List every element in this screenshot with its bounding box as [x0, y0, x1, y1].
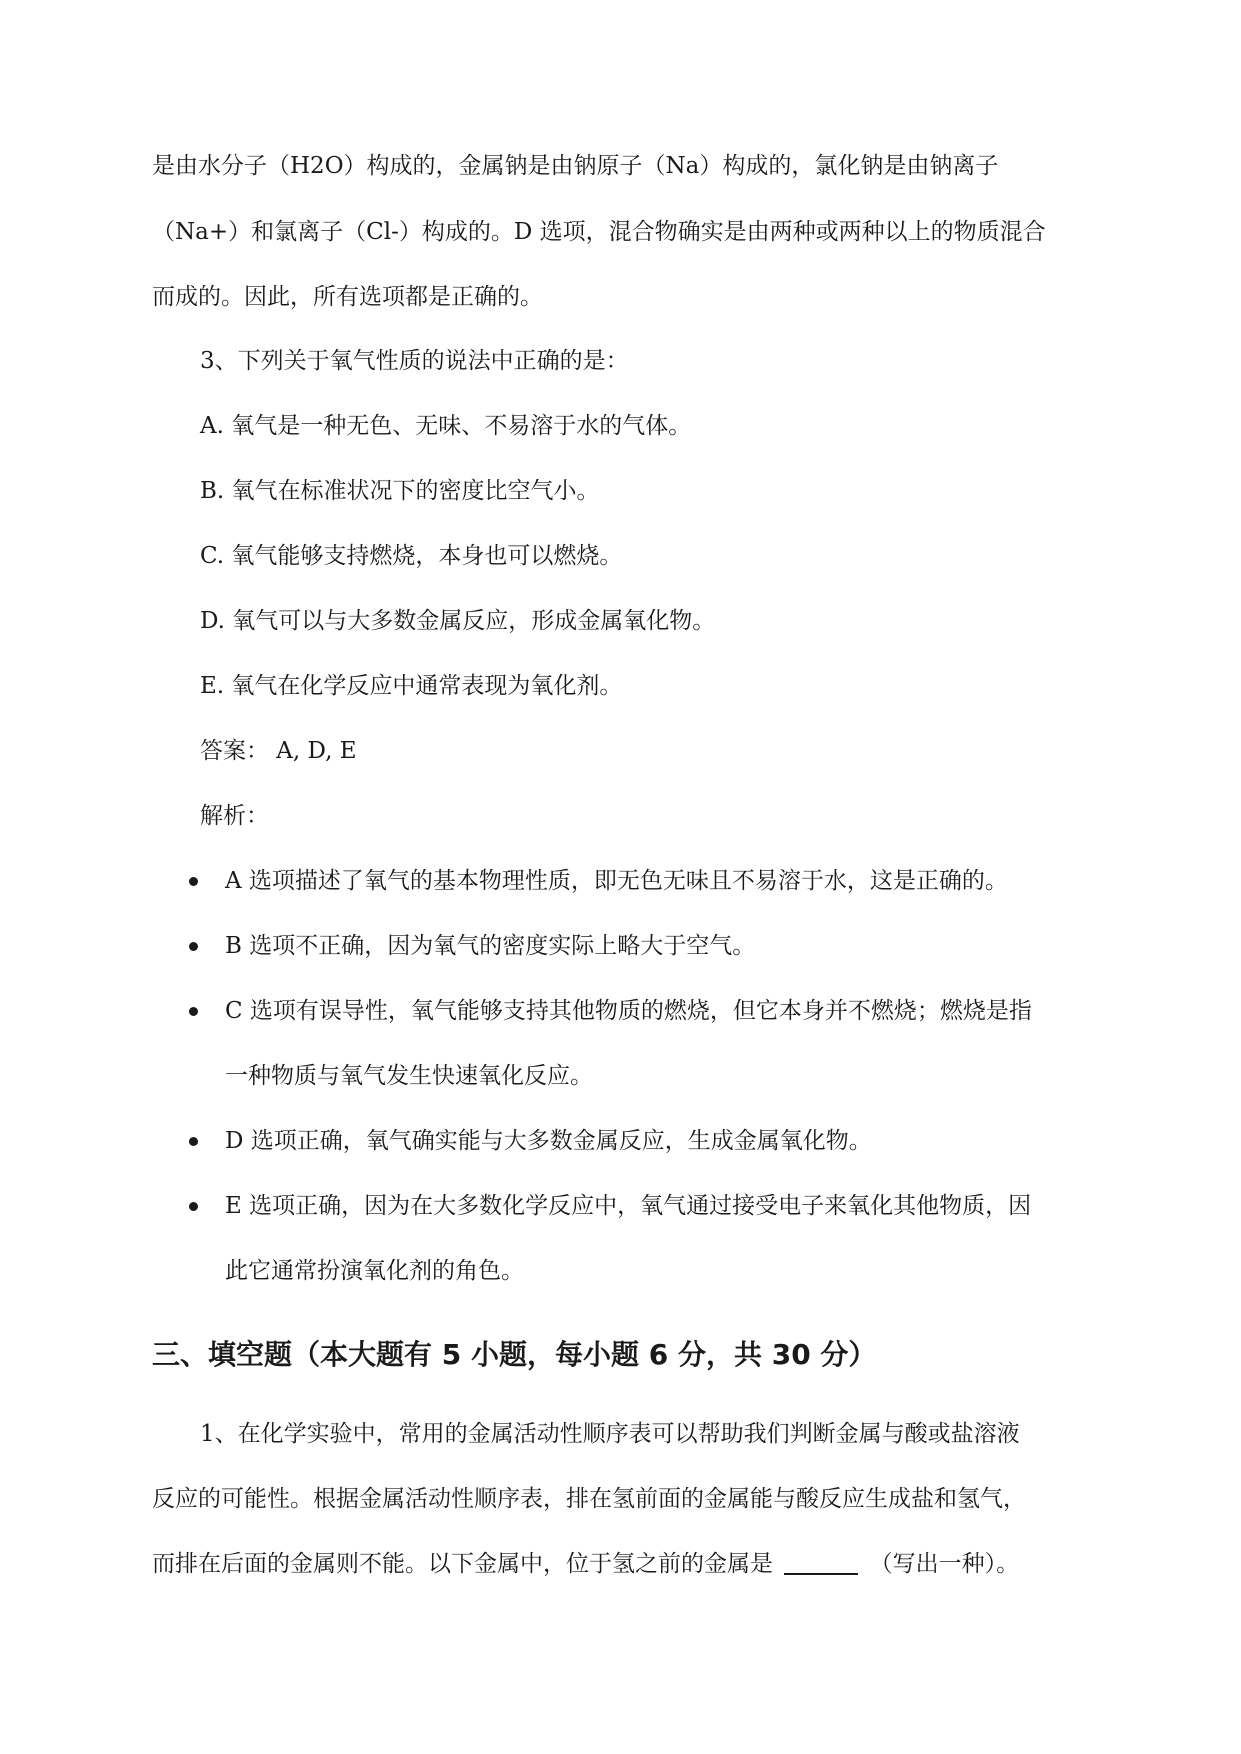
analysis-label: 解析：	[200, 803, 269, 829]
answer-line: 答案： A, D, E	[200, 738, 357, 764]
intro-line-1: 是由水分子（H2O）构成的，金属钠是由钠原子（Na）构成的，氯化钠是由钠离子	[152, 153, 999, 179]
list-item-text-continued: 一种物质与氧气发生快速氧化反应。	[225, 1063, 593, 1089]
list-item-text: A 选项描述了氧气的基本物理性质，即无色无味且不易溶于水，这是正确的。	[225, 868, 1008, 894]
bullet-icon	[189, 877, 198, 886]
bullet-icon	[189, 1202, 198, 1211]
fill-question-1-text: 而排在后面的金属则不能。以下金属中，位于氢之前的金属是	[152, 1551, 773, 1577]
list-item-text: B 选项不正确，因为氧气的密度实际上略大于空气。	[225, 933, 756, 959]
answer-blank[interactable]	[784, 1572, 858, 1575]
fill-question-1-text-after: （写出一种）。	[869, 1551, 1020, 1577]
intro-line-3: 而成的。因此，所有选项都是正确的。	[152, 284, 543, 310]
option-b: B. 氧气在标准状况下的密度比空气小。	[200, 478, 600, 504]
list-item-text: C 选项有误导性，氧气能够支持其他物质的燃烧，但它本身并不燃烧；燃烧是指	[225, 998, 1032, 1024]
question-3-stem: 3、下列关于氧气性质的说法中正确的是：	[200, 348, 629, 374]
fill-question-1-line-2: 反应的可能性。根据金属活动性顺序表，排在氢前面的金属能与酸反应生成盐和氢气，	[152, 1486, 1026, 1512]
option-d: D. 氧气可以与大多数金属反应，形成金属氧化物。	[200, 608, 716, 634]
bullet-icon	[189, 1137, 198, 1146]
list-item-text: D 选项正确，氧气确实能与大多数金属反应，生成金属氧化物。	[225, 1128, 872, 1154]
bullet-icon	[189, 1007, 198, 1016]
fill-question-1-line-1: 1、在化学实验中，常用的金属活动性顺序表可以帮助我们判断金属与酸或盐溶液	[200, 1421, 1020, 1447]
section-heading: 三、填空题（本大题有 5 小题，每小题 6 分，共 30 分）	[152, 1338, 877, 1371]
bullet-icon	[189, 942, 198, 951]
option-c: C. 氧气能够支持燃烧，本身也可以燃烧。	[200, 543, 623, 569]
intro-line-2: （Na+）和氯离子（Cl-）构成的。D 选项，混合物确实是由两种或两种以上的物质混合	[152, 219, 1046, 245]
option-a: A. 氧气是一种无色、无味、不易溶于水的气体。	[200, 413, 692, 439]
option-e: E. 氧气在化学反应中通常表现为氧化剂。	[200, 673, 623, 699]
fill-question-1-line-3	[152, 1549, 1019, 1579]
list-item-text: E 选项正确，因为在大多数化学反应中，氧气通过接受电子来氧化其他物质，因	[225, 1193, 1032, 1219]
list-item-text-continued: 此它通常扮演氧化剂的角色。	[225, 1258, 524, 1284]
